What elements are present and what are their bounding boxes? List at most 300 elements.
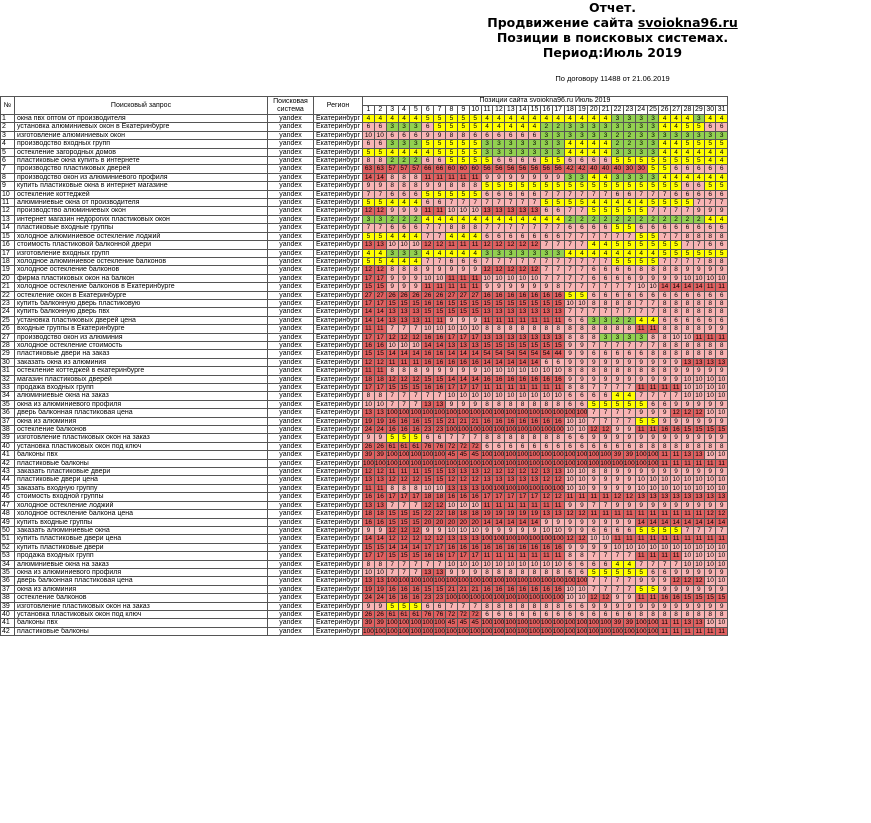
position-cell: 7 xyxy=(612,308,624,316)
row-engine: yandex xyxy=(268,165,314,173)
position-cell: 10 xyxy=(693,560,704,568)
position-cell: 11 xyxy=(386,358,398,366)
position-cell: 9 xyxy=(705,501,716,509)
position-cell: 12 xyxy=(612,493,624,501)
position-cell: 16 xyxy=(457,358,469,366)
position-cell: 6 xyxy=(588,350,600,358)
position-cell: 11 xyxy=(481,316,493,324)
row-number: 40 xyxy=(1,610,15,618)
header-day: 25 xyxy=(647,106,659,115)
position-cell: 9 xyxy=(481,526,493,534)
position-cell: 5 xyxy=(682,157,693,165)
position-cell: 7 xyxy=(588,190,600,198)
position-cell: 4 xyxy=(659,148,670,156)
position-cell: 7 xyxy=(588,232,600,240)
position-cell: 14 xyxy=(398,350,410,358)
position-cell: 5 xyxy=(469,140,481,148)
table-row xyxy=(1,115,728,123)
position-cell: 7 xyxy=(647,299,659,307)
position-cell: 11 xyxy=(635,535,647,543)
row-region: Екатеринбург xyxy=(314,451,363,459)
position-cell: 14 xyxy=(705,518,716,526)
position-cell: 8 xyxy=(612,299,624,307)
position-cell: 9 xyxy=(517,526,529,534)
position-cell: 14 xyxy=(529,518,541,526)
position-cell: 6 xyxy=(564,610,576,618)
position-cell: 6 xyxy=(576,602,588,610)
position-cell: 7 xyxy=(398,501,410,509)
position-cell: 6 xyxy=(469,131,481,139)
row-number: 46 xyxy=(1,493,15,501)
position-cell: 15 xyxy=(410,510,422,518)
position-cell: 5 xyxy=(540,199,552,207)
position-cell: 9 xyxy=(457,367,469,375)
position-cell: 10 xyxy=(505,274,517,282)
position-cell: 7 xyxy=(659,190,670,198)
position-cell: 7 xyxy=(564,241,576,249)
row-engine: yandex xyxy=(268,291,314,299)
position-cell: 5 xyxy=(529,182,541,190)
position-cell: 17 xyxy=(398,493,410,501)
position-cell: 10 xyxy=(540,560,552,568)
position-cell: 5 xyxy=(635,232,647,240)
position-cell: 10 xyxy=(576,476,588,484)
position-cell: 6 xyxy=(363,123,375,131)
position-cell: 7 xyxy=(623,577,635,585)
position-cell: 16 xyxy=(457,493,469,501)
row-query: пластиковые окна купить в интернете xyxy=(15,157,268,165)
position-cell: 14 xyxy=(374,173,386,181)
position-cell: 13 xyxy=(422,568,434,576)
position-cell: 7 xyxy=(600,552,612,560)
position-cell: 10 xyxy=(693,543,704,551)
position-cell: 9 xyxy=(693,417,704,425)
position-cell: 7 xyxy=(659,257,670,265)
position-cell: 7 xyxy=(647,560,659,568)
position-cell: 19 xyxy=(493,510,505,518)
position-cell: 5 xyxy=(576,291,588,299)
position-cell: 100 xyxy=(505,484,517,492)
position-cell: 14 xyxy=(517,518,529,526)
position-cell: 12 xyxy=(363,468,375,476)
position-cell: 12 xyxy=(693,409,704,417)
position-cell: 6 xyxy=(398,190,410,198)
position-cell: 4 xyxy=(612,249,624,257)
position-cell: 17 xyxy=(363,274,375,282)
row-number: 42 xyxy=(1,627,15,635)
position-cell: 100 xyxy=(529,535,540,543)
position-cell: 13 xyxy=(469,341,481,349)
position-cell: 7 xyxy=(576,274,588,282)
position-cell: 6 xyxy=(493,232,505,240)
row-engine: yandex xyxy=(268,232,314,240)
position-cell: 24 xyxy=(374,426,386,434)
position-cell: 10 xyxy=(635,543,647,551)
position-cell: 9 xyxy=(670,274,681,282)
position-cell: 7 xyxy=(434,232,446,240)
position-cell: 9 xyxy=(469,400,481,408)
position-cell: 4 xyxy=(670,123,681,131)
position-cell: 8 xyxy=(612,325,624,333)
position-cell: 4 xyxy=(588,115,600,123)
position-cell: 27 xyxy=(469,291,481,299)
position-cell: 5 xyxy=(600,568,612,576)
position-cell: 9 xyxy=(446,316,458,324)
position-cell: 4 xyxy=(422,215,434,223)
position-cell: 100 xyxy=(552,619,564,627)
position-cell: 8 xyxy=(481,434,493,442)
position-cell: 2 xyxy=(386,215,398,223)
position-cell: 15 xyxy=(386,384,398,392)
position-cell: 13 xyxy=(540,308,552,316)
position-cell: 61 xyxy=(386,442,398,450)
position-cell: 16 xyxy=(434,299,446,307)
position-cell: 8 xyxy=(540,325,552,333)
position-cell: 100 xyxy=(469,594,481,602)
row-engine: yandex xyxy=(268,299,314,307)
position-cell: 12 xyxy=(374,468,386,476)
position-cell: 8 xyxy=(552,325,564,333)
position-cell: 5 xyxy=(600,207,612,215)
position-cell: 5 xyxy=(659,182,670,190)
position-cell: 4 xyxy=(457,249,469,257)
position-cell: 6 xyxy=(529,190,541,198)
position-cell: 10 xyxy=(481,392,493,400)
row-number: 37 xyxy=(1,417,15,425)
position-cell: 10 xyxy=(705,384,716,392)
position-cell: 3 xyxy=(670,131,681,139)
position-cell: 3 xyxy=(647,131,659,139)
row-query: окна из алюминиевого профиля xyxy=(15,568,268,576)
position-cell: 9 xyxy=(374,434,386,442)
position-cell: 7 xyxy=(481,199,493,207)
position-cell: 12 xyxy=(505,468,517,476)
position-cell: 13 xyxy=(493,207,505,215)
position-cell: 9 xyxy=(635,375,647,383)
table-row xyxy=(1,568,728,576)
position-cell: 9 xyxy=(446,400,458,408)
position-cell: 8 xyxy=(505,325,517,333)
position-cell: 3 xyxy=(398,249,410,257)
position-cell: 17 xyxy=(457,552,469,560)
position-cell: 8 xyxy=(623,299,635,307)
position-cell: 10 xyxy=(693,476,704,484)
position-cell: 10 xyxy=(446,526,458,534)
position-cell: 15 xyxy=(363,350,375,358)
position-cell: 5 xyxy=(659,526,670,534)
position-cell: 10 xyxy=(705,274,716,282)
position-cell: 7 xyxy=(612,283,624,291)
position-cell: 4 xyxy=(716,148,727,156)
position-cell: 10 xyxy=(363,131,375,139)
position-cell: 16 xyxy=(481,291,493,299)
position-cell: 7 xyxy=(410,400,422,408)
position-cell: 8 xyxy=(564,333,576,341)
row-engine: yandex xyxy=(268,426,314,434)
position-cell: 6 xyxy=(682,190,693,198)
position-cell: 11 xyxy=(647,426,659,434)
position-cell: 11 xyxy=(635,594,647,602)
position-cell: 100 xyxy=(493,627,505,635)
position-cell: 10 xyxy=(493,560,505,568)
row-number: 19 xyxy=(1,266,15,274)
row-number: 38 xyxy=(1,594,15,602)
position-cell: 5 xyxy=(647,157,659,165)
position-cell: 7 xyxy=(576,241,588,249)
position-cell: 40 xyxy=(588,165,600,173)
position-cell: 11 xyxy=(716,459,727,467)
position-cell: 9 xyxy=(612,501,624,509)
site-link[interactable]: svoiokna96.ru xyxy=(637,15,738,30)
position-cell: 7 xyxy=(529,224,541,232)
position-cell: 13 xyxy=(682,451,693,459)
position-cell: 8 xyxy=(623,325,635,333)
position-cell: 4 xyxy=(493,123,505,131)
position-cell: 13 xyxy=(705,358,716,366)
position-cell: 9 xyxy=(600,484,612,492)
position-cell: 6 xyxy=(564,442,576,450)
position-cell: 9 xyxy=(564,350,576,358)
position-cell: 9 xyxy=(588,543,600,551)
position-cell: 4 xyxy=(505,215,517,223)
position-cell: 8 xyxy=(576,367,588,375)
position-cell: 15 xyxy=(386,552,398,560)
position-cell: 9 xyxy=(716,585,727,593)
position-cell: 11 xyxy=(540,384,552,392)
position-cell: 8 xyxy=(693,325,704,333)
position-cell: 26 xyxy=(374,610,386,618)
position-cell: 9 xyxy=(670,568,681,576)
position-cell: 63 xyxy=(363,165,375,173)
position-cell: 8 xyxy=(493,400,505,408)
position-cell: 7 xyxy=(410,560,422,568)
position-cell: 8 xyxy=(374,560,386,568)
position-cell: 16 xyxy=(505,375,517,383)
position-cell: 4 xyxy=(552,215,564,223)
position-cell: 3 xyxy=(635,148,647,156)
position-cell: 9 xyxy=(716,568,727,576)
position-cell: 17 xyxy=(446,552,458,560)
position-cell: 6 xyxy=(588,610,600,618)
position-cell: 5 xyxy=(705,140,716,148)
position-cell: 9 xyxy=(505,173,517,181)
position-cell: 100 xyxy=(469,627,481,635)
position-cell: 15 xyxy=(410,518,422,526)
position-cell: 9 xyxy=(659,468,670,476)
position-cell: 15 xyxy=(386,299,398,307)
position-cell: 16 xyxy=(446,493,458,501)
position-cell: 6 xyxy=(481,232,493,240)
position-cell: 3 xyxy=(505,249,517,257)
position-cell: 4 xyxy=(612,392,624,400)
position-cell: 3 xyxy=(481,140,493,148)
position-cell: 7 xyxy=(600,409,612,417)
position-cell: 9 xyxy=(363,182,375,190)
position-cell: 9 xyxy=(716,468,727,476)
position-cell: 6 xyxy=(505,190,517,198)
position-cell: 4 xyxy=(588,241,600,249)
position-cell: 5 xyxy=(410,434,422,442)
position-cell: 16 xyxy=(469,543,481,551)
position-cell: 5 xyxy=(422,140,434,148)
row-engine: yandex xyxy=(268,501,314,509)
position-cell: 7 xyxy=(623,585,635,593)
row-engine: yandex xyxy=(268,207,314,215)
position-cell: 100 xyxy=(647,619,659,627)
position-cell: 13 xyxy=(386,308,398,316)
position-cell: 9 xyxy=(564,501,576,509)
row-region: Екатеринбург xyxy=(314,375,363,383)
position-cell: 6 xyxy=(505,610,517,618)
row-query: производство входных групп xyxy=(15,140,268,148)
position-cell: 12 xyxy=(493,468,505,476)
position-cell: 15 xyxy=(716,594,727,602)
position-cell: 11 xyxy=(612,535,624,543)
position-cell: 100 xyxy=(493,409,505,417)
position-cell: 9 xyxy=(434,182,446,190)
position-cell: 8 xyxy=(682,232,693,240)
position-cell: 7 xyxy=(600,308,612,316)
position-cell: 5 xyxy=(623,207,635,215)
position-cell: 9 xyxy=(576,350,588,358)
position-cell: 15 xyxy=(422,476,434,484)
position-cell: 4 xyxy=(374,249,386,257)
position-cell: 6 xyxy=(386,190,398,198)
position-cell: 5 xyxy=(659,157,670,165)
position-cell: 100 xyxy=(505,577,517,585)
position-cell: 5 xyxy=(647,417,659,425)
position-cell: 13 xyxy=(386,316,398,324)
position-cell: 10 xyxy=(716,451,727,459)
position-cell: 15 xyxy=(434,476,446,484)
position-cell: 6 xyxy=(434,157,446,165)
position-cell: 4 xyxy=(588,140,600,148)
position-cell: 8 xyxy=(410,484,422,492)
position-cell: 10 xyxy=(564,468,576,476)
position-cell: 10 xyxy=(682,560,693,568)
row-number: 53 xyxy=(1,552,15,560)
position-cell: 9 xyxy=(588,434,600,442)
position-cell: 5 xyxy=(635,182,647,190)
row-engine: yandex xyxy=(268,249,314,257)
position-cell: 17 xyxy=(469,333,481,341)
position-cell: 11 xyxy=(363,367,375,375)
position-cell: 8 xyxy=(540,568,552,576)
position-cell: 5 xyxy=(457,115,469,123)
position-cell: 12 xyxy=(410,333,422,341)
position-cell: 100 xyxy=(398,451,410,459)
position-cell: 4 xyxy=(670,173,681,181)
position-cell: 16 xyxy=(386,594,398,602)
position-cell: 14 xyxy=(682,518,693,526)
position-cell: 100 xyxy=(552,594,564,602)
position-cell: 16 xyxy=(659,594,670,602)
position-cell: 3 xyxy=(647,148,659,156)
position-cell: 15 xyxy=(398,510,410,518)
position-cell: 8 xyxy=(693,350,704,358)
position-cell: 11 xyxy=(517,384,529,392)
position-cell: 3 xyxy=(505,148,517,156)
position-cell: 4 xyxy=(682,173,693,181)
table-row xyxy=(1,224,728,232)
position-cell: 30 xyxy=(623,165,635,173)
position-cell: 9 xyxy=(705,325,716,333)
position-cell: 8 xyxy=(588,333,600,341)
position-cell: 7 xyxy=(481,257,493,265)
position-cell: 3 xyxy=(588,316,600,324)
position-cell: 12 xyxy=(481,266,493,274)
header-day: 15 xyxy=(529,106,541,115)
position-cell: 26 xyxy=(398,291,410,299)
position-cell: 10 xyxy=(716,484,727,492)
position-cell: 13 xyxy=(552,468,564,476)
position-cell: 9 xyxy=(647,375,659,383)
position-cell: 11 xyxy=(623,535,635,543)
position-cell: 4 xyxy=(481,123,493,131)
table-row xyxy=(1,535,728,543)
position-cell: 5 xyxy=(623,257,635,265)
position-cell: 9 xyxy=(576,526,588,534)
position-cell: 6 xyxy=(588,392,600,400)
position-cell: 5 xyxy=(363,199,375,207)
position-cell: 100 xyxy=(529,594,540,602)
position-cell: 7 xyxy=(670,560,681,568)
position-cell: 100 xyxy=(517,594,529,602)
position-cell: 7 xyxy=(600,283,612,291)
row-region: Екатеринбург xyxy=(314,283,363,291)
position-cell: 13 xyxy=(410,308,422,316)
table-row xyxy=(1,274,728,282)
position-cell: 20 xyxy=(469,518,481,526)
position-cell: 7 xyxy=(422,257,434,265)
row-region: Екатеринбург xyxy=(314,594,363,602)
position-cell: 3 xyxy=(682,131,693,139)
position-cell: 17 xyxy=(481,493,493,501)
position-cell: 100 xyxy=(552,627,564,635)
position-cell: 2 xyxy=(552,123,564,131)
position-cell: 8 xyxy=(540,602,552,610)
position-cell: 8 xyxy=(529,434,541,442)
position-cell: 11 xyxy=(705,459,716,467)
position-cell: 4 xyxy=(564,249,576,257)
position-cell: 100 xyxy=(600,619,612,627)
position-cell: 7 xyxy=(635,190,647,198)
row-number: 37 xyxy=(1,585,15,593)
position-cell: 15 xyxy=(693,594,704,602)
position-cell: 6 xyxy=(600,350,612,358)
position-cell: 7 xyxy=(363,224,375,232)
position-cell: 13 xyxy=(529,207,541,215)
position-cell: 8 xyxy=(529,325,541,333)
position-cell: 10 xyxy=(564,476,576,484)
table-row xyxy=(1,291,728,299)
position-cell: 100 xyxy=(576,451,588,459)
position-cell: 18 xyxy=(446,510,458,518)
row-region: Екатеринбург xyxy=(314,115,363,123)
position-cell: 9 xyxy=(446,367,458,375)
position-cell: 10 xyxy=(493,274,505,282)
position-cell: 7 xyxy=(635,392,647,400)
position-cell: 6 xyxy=(600,526,612,534)
position-cell: 8 xyxy=(716,257,727,265)
position-cell: 8 xyxy=(493,602,505,610)
position-cell: 100 xyxy=(505,594,517,602)
position-cell: 5 xyxy=(588,568,600,576)
position-cell: 6 xyxy=(705,224,716,232)
position-cell: 8 xyxy=(600,468,612,476)
position-cell: 9 xyxy=(623,484,635,492)
position-cell: 8 xyxy=(647,350,659,358)
